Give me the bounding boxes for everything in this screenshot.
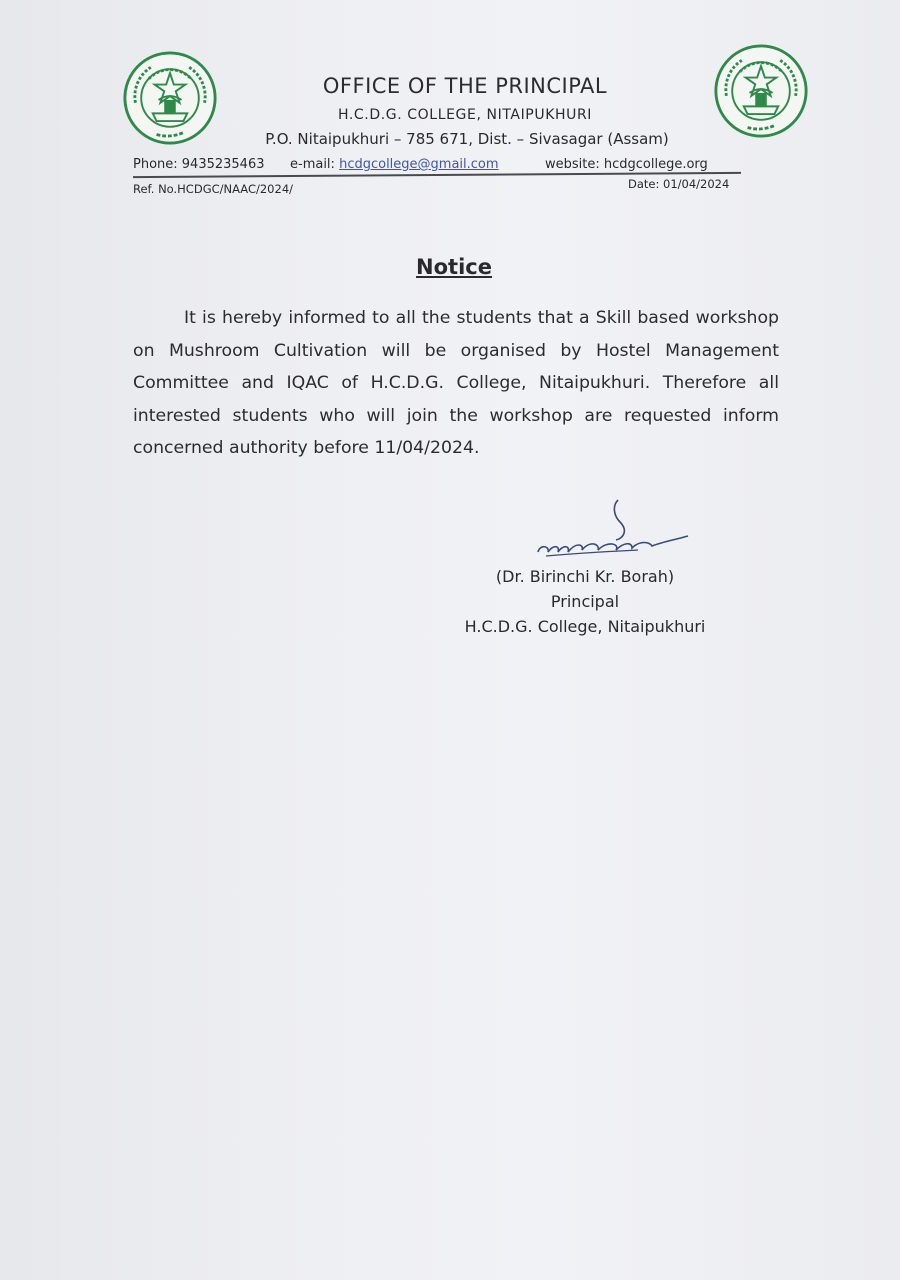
signatory-designation: Principal xyxy=(550,592,620,611)
website: website: hcdgcollege.org xyxy=(545,157,708,172)
email-label: e-mail: xyxy=(290,157,335,172)
signature-icon xyxy=(528,494,698,570)
college-address: P.O. Nitaipukhuri – 785 671, Dist. – Sivasagar (Assam) xyxy=(265,130,669,148)
notice-body: It is hereby informed to all the students that a Skill based workshop on Mushroom Cultivation will be organised by Hostel Management Committee and IQAC of H.C.D.G. College, Nitaipukhuri. Therefore all interested students who will join the workshop are requested inform concerned authority before 11/04/2024. xyxy=(133,308,779,458)
signatory-block xyxy=(440,564,730,639)
signatory-name: (Dr. Birinchi Kr. Borah) xyxy=(495,567,675,586)
notice-date: Date: 01/04/2024 xyxy=(628,177,730,191)
email-block xyxy=(290,157,499,172)
office-title: OFFICE OF THE PRINCIPAL xyxy=(322,74,608,98)
email-link[interactable]: hcdgcollege@gmail.com xyxy=(339,157,499,172)
college-name: H.C.D.G. COLLEGE, NITAIPUKHURI xyxy=(337,107,593,123)
notice-heading: Notice xyxy=(416,255,492,279)
signatory-institution: H.C.D.G. College, Nitaipukhuri xyxy=(464,617,706,636)
reference-number: Ref. No.HCDGC/NAAC/2024/ xyxy=(133,182,294,196)
phone-number: Phone: 9435235463 xyxy=(133,157,265,172)
